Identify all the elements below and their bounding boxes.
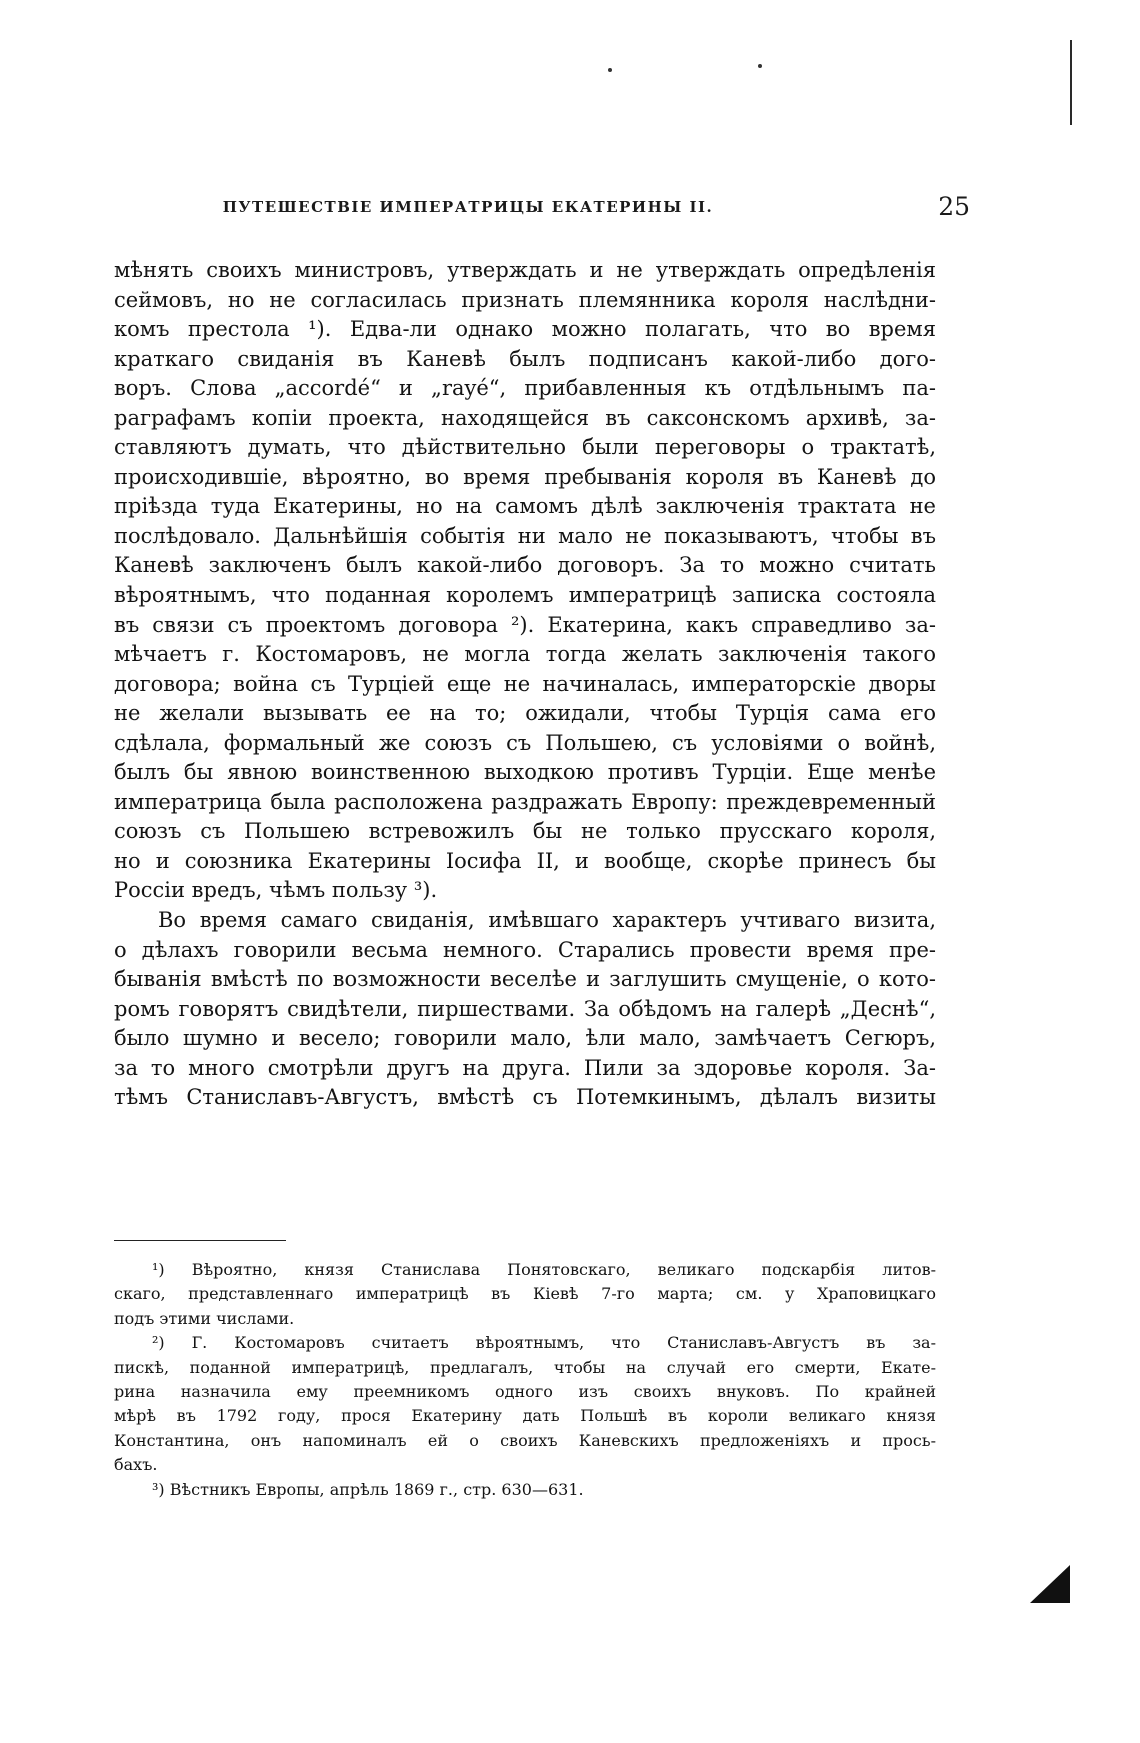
page-number: 25	[938, 192, 970, 221]
text-line: тѣмъ Станиславъ-Августъ, вмѣстѣ съ Потемкинымъ, дѣлалъ визиты	[114, 1085, 936, 1110]
running-title: ПУТЕШЕСТВІЕ ИМПЕРАТРИЦЫ ЕКАТЕРИНЫ II.	[222, 198, 714, 216]
text-line: но и союзника Екатерины Іосифа II, и вообще, скорѣе принесъ бы	[114, 848, 936, 873]
text-line: Каневѣ заключенъ былъ какой-либо договоръ. За то можно считать	[114, 553, 936, 578]
text-line: происходившіе, вѣроятно, во время пребыванія короля въ Каневѣ до	[114, 464, 936, 489]
text-line: не желали вызывать ее на то; ожидали, чтобы Турція сама его	[114, 701, 936, 726]
text-line: въ связи съ проектомъ договора ²). Екатерина, какъ справедливо за-	[114, 612, 936, 637]
footnote-3-line: ³) Вѣстникъ Европы, апрѣль 1869 г., стр. 630—631.	[152, 1479, 584, 1499]
text-line: пріѣзда туда Екатерины, но на самомъ дѣлѣ заключенія трактата не	[114, 494, 936, 519]
text-line: союзъ съ Польшею встревожилъ бы не только прусскаго короля,	[114, 819, 936, 844]
text-line: послѣдовало. Дальнѣйшія событія ни мало не показываютъ, чтобы въ	[114, 523, 936, 548]
footnote-2-line: пискѣ, поданной императрицѣ, предлагалъ, чтобы на случай его смерти, Екате-	[114, 1357, 936, 1377]
scan-speck	[608, 68, 612, 72]
scan-speck	[758, 64, 762, 68]
scan-edge-line	[1070, 40, 1072, 125]
text-line: вѣроятнымъ, что поданная королемъ императрицѣ записка состояла	[114, 583, 936, 608]
text-line: былъ бы явною воинственною выходкою противъ Турціи. Еще менѣе	[114, 760, 936, 785]
text-line: краткаго свиданія въ Каневѣ былъ подписанъ какой-либо дого-	[114, 346, 936, 371]
text-line: комъ престола ¹). Едва-ли однако можно полагать, что во время	[114, 317, 936, 342]
text-line: сеймовъ, но не согласилась признать племянника короля наслѣдни-	[114, 287, 936, 312]
text-line: мѣчаетъ г. Костомаровъ, не могла тогда желать заключенія такого	[114, 642, 936, 667]
text-line: императрица была расположена раздражать Европу: преждевременный	[114, 789, 936, 814]
footnote-2-line: ²) Г. Костомаровъ считаетъ вѣроятнымъ, что Станиславъ-Августъ въ за-	[152, 1333, 936, 1353]
text-line: Россіи вредъ, чѣмъ пользу ³).	[114, 878, 438, 903]
text-line: договора; война съ Турціей еще не начиналась, императорскіе дворы	[114, 671, 936, 696]
footnote-2-line: рина назначила ему преемникомъ одного изъ своихъ внуковъ. По крайней	[114, 1381, 936, 1401]
footnote-1-line: подъ этими числами.	[114, 1308, 295, 1328]
text-line: о дѣлахъ говорили весьма немного. Старались провести время пре-	[114, 937, 936, 962]
scan-corner-mark	[1030, 1565, 1070, 1603]
footnotes	[114, 1258, 936, 1502]
text-line: ромъ говорятъ свидѣтели, пиршествами. За обѣдомъ на галерѣ „Деснѣ“,	[114, 996, 936, 1021]
paragraph-first-line: Во время самаго свиданія, имѣвшаго характеръ учтиваго визита,	[158, 908, 936, 933]
text-line: раграфамъ копіи проекта, находящейся въ саксонскомъ архивѣ, за-	[114, 405, 936, 430]
footnote-1-line: скаго, представленнаго императрицѣ въ Кіевѣ 7-го марта; см. у Храповицкаго	[114, 1284, 936, 1304]
main-text	[114, 256, 936, 1113]
text-line: сдѣлала, формальный же союзъ съ Польшею, съ условіями о войнѣ,	[114, 730, 936, 755]
footnote-1-line: ¹) Вѣроятно, князя Станислава Понятовскаго, великаго подскарбія литов-	[152, 1260, 936, 1279]
text-line: за то много смотрѣли другъ на друга. Пили за здоровье короля. За-	[114, 1055, 936, 1080]
footnote-2-line: Константина, онъ напоминалъ ей о своихъ Каневскихъ предложеніяхъ и прось-	[114, 1430, 936, 1450]
text-line: было шумно и весело; говорили мало, ѣли мало, замѣчаетъ Сегюръ,	[114, 1026, 936, 1051]
page-header	[148, 192, 978, 226]
text-line: ставляютъ думать, что дѣйствительно были переговоры о трактатѣ,	[114, 435, 936, 460]
text-line: быванія вмѣстѣ по возможности веселѣе и заглушить смущеніе, о кото-	[114, 967, 936, 992]
text-line: воръ. Слова „accordé“ и „rayé“, прибавленныя къ отдѣльнымъ па-	[114, 376, 936, 401]
text-line: мѣнять своихъ министровъ, утверждать и не утверждать опредѣленія	[114, 258, 936, 282]
footnote-2-line: бахъ.	[114, 1455, 158, 1475]
footnote-2-line: мѣрѣ въ 1792 году, прося Екатерину дать Польшѣ въ короли великаго князя	[114, 1406, 936, 1426]
footnote-divider	[114, 1240, 286, 1241]
